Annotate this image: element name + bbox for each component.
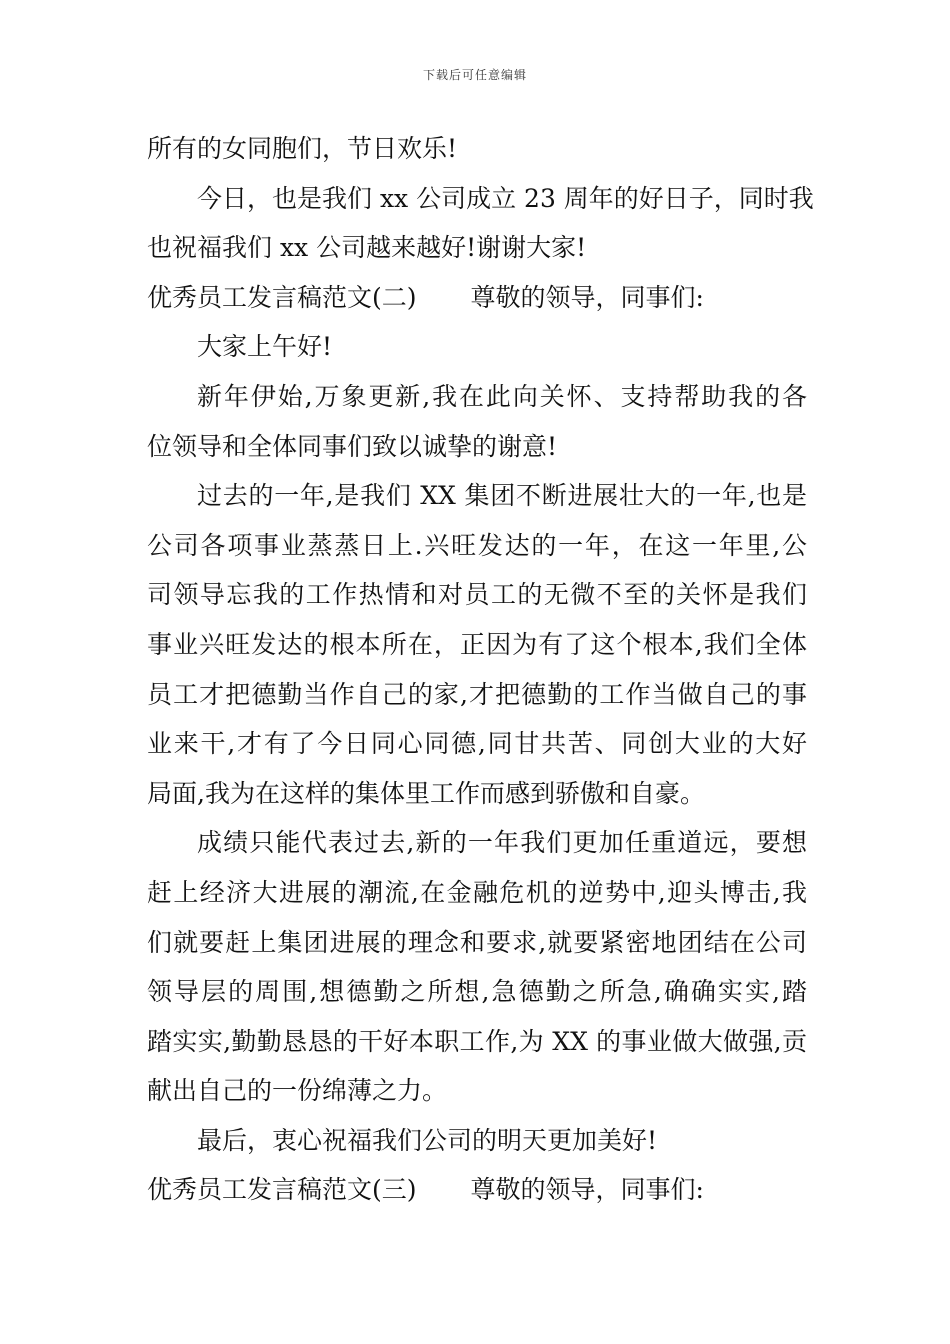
- paragraph-line: 所有的女同胞们，节日欢乐!: [147, 134, 458, 163]
- section-greeting: 尊敬的领导，同事们:: [470, 1175, 704, 1205]
- paragraph-line: 也祝福我们 xx 公司越来越好!谢谢大家!: [147, 233, 587, 263]
- paragraph-line: 新年伊始,万象更新,我在此向关怀、支持帮助我的各: [197, 381, 807, 411]
- paragraph-line: 献出自己的一份绵薄之力。: [147, 1076, 448, 1106]
- paragraph-line: 过去的一年,是我们 XX 集团不断进展壮大的一年,也是: [197, 481, 807, 511]
- paragraph-line: 今日，也是我们 xx 公司成立 23 周年的好日子，同时我: [197, 183, 814, 213]
- paragraph-line: 员工才把德勤当作自己的家,才把德勤的工作当做自己的事: [147, 679, 807, 709]
- document-body: [147, 124, 814, 1215]
- paragraph-line: 局面,我为在这样的集体里工作而感到骄傲和自豪。: [147, 778, 705, 808]
- paragraph-line: 成绩只能代表过去,新的一年我们更加任重道远，要想: [197, 828, 807, 858]
- page-header-note: 下载后可任意编辑: [422, 68, 527, 82]
- section-heading-2: [147, 273, 807, 323]
- paragraph-line: 司领导忘我的工作热情和对员工的无微不至的关怀是我们: [147, 580, 807, 610]
- paragraph-line: 大家上午好!: [197, 332, 333, 362]
- paragraph-line: 事业兴旺发达的根本所在，正因为有了这个根本,我们全体: [147, 629, 807, 659]
- paragraph-line: 公司各项事业蒸蒸日上.兴旺发达的一年，在这一年里,公: [147, 530, 807, 560]
- paragraph-line: 踏实实,勤勤恳恳的干好本职工作,为 XX 的事业做大做强,贡: [147, 1026, 807, 1056]
- section-heading-3: [147, 1165, 807, 1215]
- paragraph-line: 赶上经济大进展的潮流,在金融危机的逆势中,迎头博击,我: [147, 877, 807, 907]
- paragraph-line: 位领导和全体同事们致以诚挚的谢意!: [147, 431, 558, 461]
- paragraph-line: 业来干,才有了今日同心同德,同甘共苦、同创大业的大好: [147, 729, 807, 759]
- section-title: 优秀员工发言稿范文(二): [147, 282, 417, 312]
- paragraph-line: 领导层的周围,想德勤之所想,急德勤之所急,确确实实,踏: [147, 977, 807, 1007]
- paragraph-line: 们就要赶上集团进展的理念和要求,就要紧密地团结在公司: [147, 927, 807, 957]
- paragraph-line: 最后，衷心祝福我们公司的明天更加美好!: [197, 1125, 658, 1155]
- section-greeting: 尊敬的领导，同事们:: [470, 282, 704, 312]
- section-title: 优秀员工发言稿范文(三): [147, 1175, 417, 1205]
